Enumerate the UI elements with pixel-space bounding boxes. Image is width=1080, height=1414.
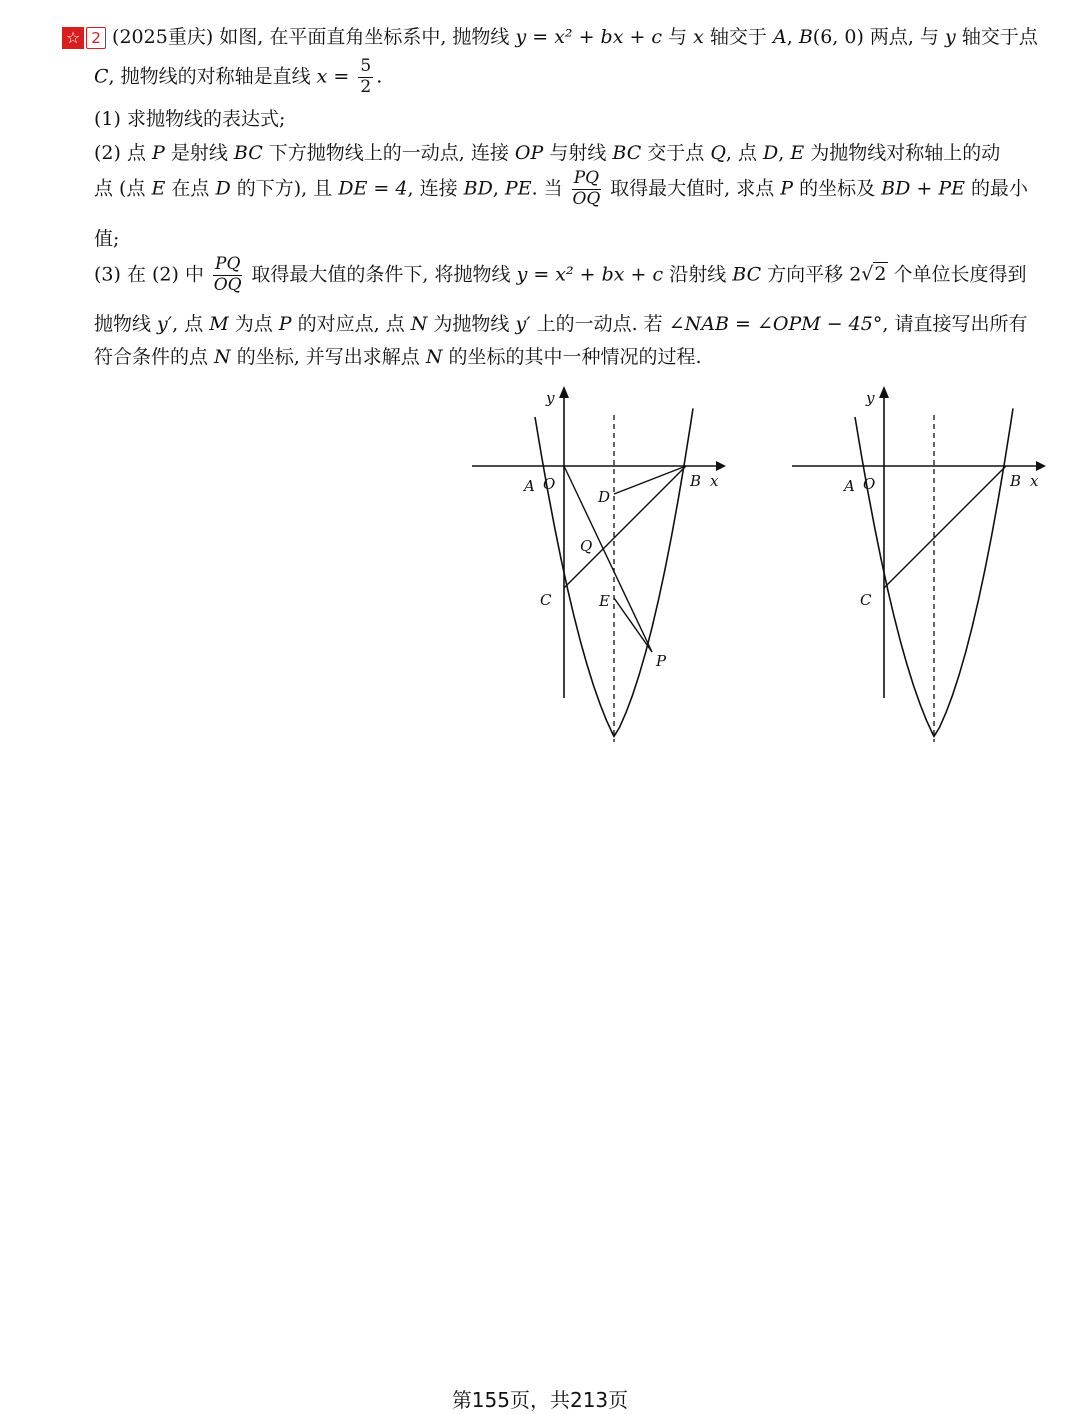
var: BC	[233, 142, 263, 164]
text: 的坐标, 并写出求解点	[230, 346, 426, 368]
var: BC	[612, 142, 642, 164]
text: 交于点	[641, 142, 711, 164]
text: 的下方), 且	[230, 177, 339, 200]
var: E	[151, 177, 166, 200]
text: 轴交于	[703, 26, 773, 48]
page-footer: 第155页，共213页	[451, 1388, 629, 1412]
segment-BC	[564, 466, 686, 588]
var: P	[780, 177, 794, 200]
text: (6, 0)	[812, 26, 864, 48]
numerator: 5	[360, 56, 372, 76]
text: ,	[778, 142, 791, 164]
equation: y = x² + bx + c	[516, 263, 664, 286]
text: , 点	[172, 313, 210, 335]
label-A: A	[524, 477, 535, 495]
var: x	[693, 26, 704, 48]
label-B: B	[690, 472, 702, 490]
text: 的坐标及	[793, 177, 882, 200]
var: M	[209, 313, 229, 335]
text: 为抛物线	[427, 313, 516, 335]
text: , 请直接写出所有	[882, 313, 1028, 335]
text: 符合条件的点	[94, 346, 215, 368]
equation: BD + PE	[881, 177, 965, 200]
var: C	[94, 65, 109, 88]
text: 取得最大值的条件下, 将抛物线	[245, 263, 517, 286]
label-y: y	[866, 389, 875, 407]
text: ,	[786, 26, 799, 48]
segment-BC	[884, 466, 1006, 588]
label-O: O	[863, 475, 876, 493]
y-axis-arrow-icon	[559, 386, 569, 398]
var: D	[215, 177, 231, 200]
text: , 点	[725, 142, 764, 164]
denominator: 2	[360, 76, 372, 97]
y-axis-arrow-icon	[879, 386, 889, 398]
text: 下方抛物线上的一动点, 连接	[262, 142, 515, 164]
problem-number: 2	[86, 27, 106, 49]
text: 个单位长度得到	[887, 263, 1027, 286]
label-x: x	[1030, 472, 1039, 490]
label-x: x	[710, 472, 719, 490]
var: y	[945, 26, 956, 48]
text: 抛物线	[94, 313, 158, 335]
var: N	[425, 346, 443, 368]
text: 为点	[228, 313, 279, 335]
text: 是射线	[164, 142, 234, 164]
var: y′	[157, 313, 173, 335]
label-C: C	[540, 591, 552, 609]
text: 的坐标的其中一种情况的过程.	[442, 346, 702, 368]
segment-BD	[614, 466, 686, 494]
radicand: 2	[874, 263, 887, 286]
label-P: P	[656, 652, 667, 670]
text: (3) 在 (2) 中	[94, 263, 210, 286]
text: 的对应点, 点	[291, 313, 411, 335]
text: 点 (点	[94, 177, 152, 200]
text: (2) 点	[94, 142, 152, 164]
x-axis-arrow-icon	[716, 461, 726, 471]
text: ,	[492, 177, 505, 200]
text: , 抛物线的对称轴是直线	[108, 65, 317, 88]
equation: x =	[316, 65, 350, 88]
label-E: E	[599, 592, 610, 610]
var: A	[772, 26, 787, 48]
label-C: C	[860, 591, 872, 609]
var: D	[763, 142, 779, 164]
text: 的最小	[965, 177, 1029, 200]
var: OP	[514, 142, 544, 164]
numerator: PQ	[573, 168, 600, 188]
text: 两点, 与	[863, 26, 946, 48]
equation: y = x² + bx + c	[515, 26, 663, 48]
label-A: A	[844, 477, 855, 495]
text: 如图, 在平面直角坐标系中, 抛物线	[213, 26, 516, 48]
denominator: OQ	[572, 188, 601, 209]
var: P	[152, 142, 165, 164]
problem-source: (2025重庆)	[112, 26, 214, 48]
text: 取得最大值时, 求点	[604, 177, 781, 200]
var: Q	[710, 142, 726, 164]
text: 方向平移	[761, 263, 850, 286]
text: , 连接	[407, 177, 464, 200]
text: 轴交于点	[955, 26, 1038, 48]
text: .	[376, 65, 383, 88]
var: B	[798, 26, 813, 48]
text: 与射线	[543, 142, 613, 164]
text: 沿射线	[663, 263, 733, 286]
equation: DE = 4	[338, 177, 408, 200]
text: 为抛物线对称轴上的动	[804, 142, 1001, 164]
question-1: (1) 求抛物线的表达式;	[94, 108, 286, 130]
text: . 当	[531, 177, 569, 200]
denominator: OQ	[213, 274, 242, 295]
label-y: y	[546, 389, 555, 407]
var: P	[278, 313, 292, 335]
star-icon: ☆	[62, 27, 84, 49]
text: 与	[662, 26, 694, 48]
var: N	[214, 346, 231, 368]
text: 在点	[165, 177, 216, 200]
segment-PE	[614, 598, 652, 652]
label-D: D	[598, 488, 611, 506]
var: E	[790, 142, 805, 164]
label-O: O	[543, 475, 556, 493]
label-B: B	[1010, 472, 1022, 490]
var: BD	[463, 177, 493, 200]
var: N	[410, 313, 428, 335]
label-Q: Q	[580, 537, 593, 555]
sqrt-symbol: √2	[861, 263, 887, 286]
text: 上的一动点. 若	[530, 313, 669, 335]
var: y′	[515, 313, 531, 335]
figure-2-diagram	[792, 386, 1046, 742]
var: PE	[504, 177, 532, 200]
numerator: PQ	[215, 254, 241, 274]
coefficient: 2	[849, 263, 862, 286]
equation: ∠NAB = ∠OPM − 45°	[668, 313, 883, 335]
question-2-line-3: 值;	[94, 228, 120, 250]
var: BC	[732, 263, 762, 286]
x-axis-arrow-icon	[1036, 461, 1046, 471]
